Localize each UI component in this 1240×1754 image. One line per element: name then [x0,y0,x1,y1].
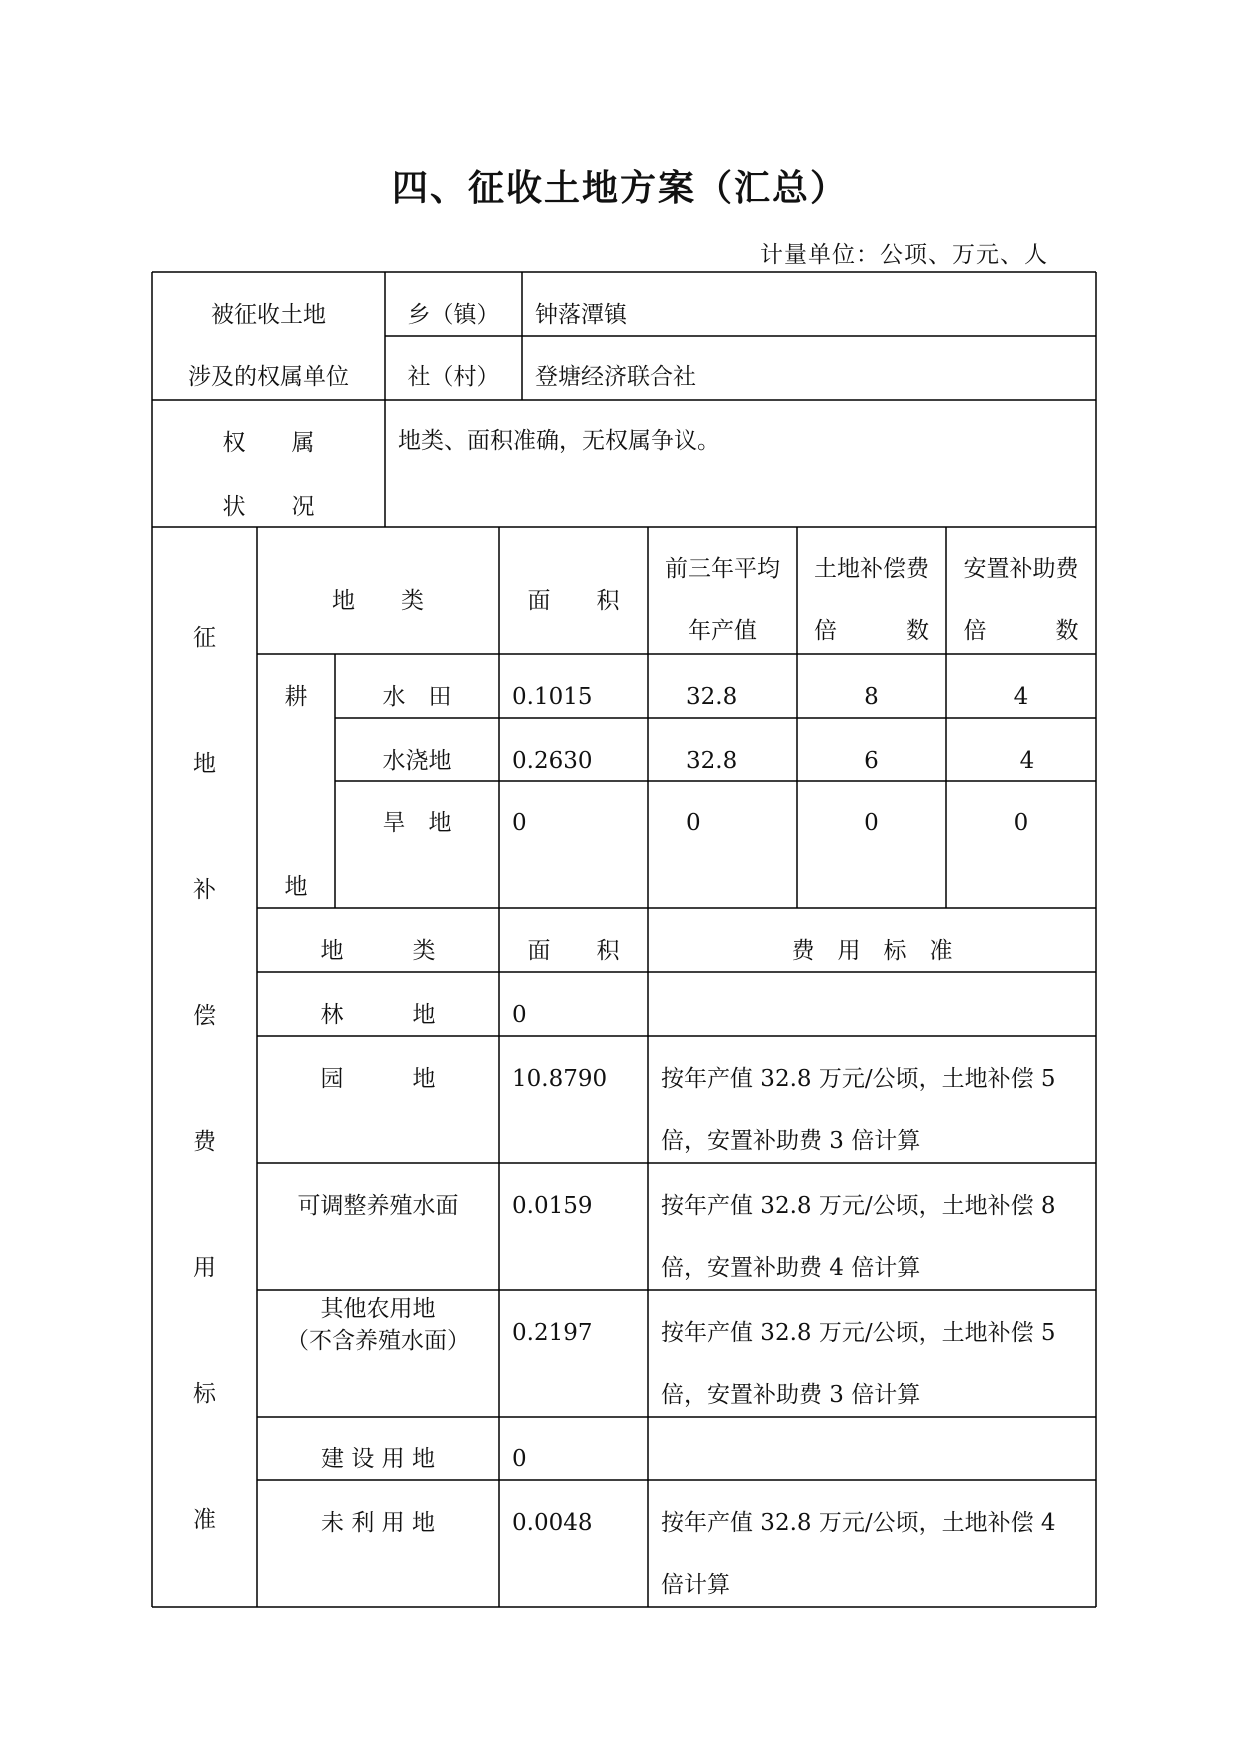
table-row-type: 可调整养殖水面 [297,1193,459,1219]
cultivated-header-avg-line1: 前三年平均 [665,556,780,582]
table-row-type: 其他农用地 [320,1296,436,1322]
ownership-label-line2: 涉及的权属单位 [188,364,349,390]
cultivated-header-land-type: 地 类 [332,588,424,614]
table-row-area: 0 [512,1002,527,1028]
side-label-char: 征 [193,625,216,651]
side-label-char: 准 [193,1507,216,1533]
unit-note: 计量单位：公项、万元、人 [760,242,1048,268]
table-row-standard-line2: 倍，安置补助费 3 倍计算 [661,1128,921,1154]
table-row-standard-line1: 按年产值 32.8 万元/公顷，土地补偿 5 [661,1066,1056,1092]
side-label-char: 偿 [193,1003,216,1029]
table-row-type: 林 地 [320,1002,436,1028]
table-row-resettle: 4 [1013,684,1029,710]
table-row-standard-line2: 倍计算 [661,1572,730,1598]
table-row-type: 未 利 用 地 [321,1510,435,1536]
others-header-area: 面 积 [527,938,620,964]
table-row-area: 10.8790 [512,1066,608,1092]
table-row-type-note: （不含养殖水面） [286,1328,470,1354]
table-row-comp: 6 [864,748,879,774]
table-row-standard-line2: 倍，安置补助费 3 倍计算 [661,1382,921,1408]
others-header-standard: 费 用 标 准 [791,938,953,964]
side-label-char: 地 [193,751,216,777]
side-label-char: 费 [193,1129,216,1155]
table-row-type: 水 田 [382,684,452,710]
table-row-avg: 32.8 [686,684,738,710]
table-row-resettle: 0 [1013,810,1029,836]
village-label: 社（村） [407,364,500,390]
table-row-avg: 0 [686,810,701,836]
table-row-area: 0.0159 [512,1193,593,1219]
table-row-resettle: 4 [1019,748,1035,774]
cultivated-header-comp-line1: 土地补偿费 [814,556,929,582]
others-header-land-type: 地 类 [320,938,436,964]
table-row-standard-line1: 按年产值 32.8 万元/公顷，土地补偿 8 [661,1193,1056,1219]
table-row-standard-line1: 按年产值 32.8 万元/公顷，土地补偿 5 [661,1320,1056,1346]
table-row-comp: 8 [864,684,879,710]
table-row-area: 0 [512,1446,527,1472]
side-label-char: 用 [193,1255,216,1281]
table-row-area: 0.0048 [512,1510,593,1536]
status-label-line2: 状 况 [222,494,315,520]
table-row-area: 0.1015 [512,684,593,710]
table-row-standard-line2: 倍，安置补助费 4 倍计算 [661,1255,921,1281]
town-label: 乡（镇） [407,302,500,328]
table-row-comp: 0 [864,810,879,836]
cultivated-header-resettle-line2: 倍 数 [963,618,1079,644]
cultivated-group-char-bottom: 地 [284,874,308,900]
cultivated-header-resettle-line1: 安置补助费 [963,556,1079,582]
status-text: 地类、面积准确，无权属争议。 [398,428,720,454]
side-label-char: 标 [193,1381,216,1407]
town-value: 钟落潭镇 [535,302,627,328]
cultivated-header-avg-line2: 年产值 [688,618,757,644]
page-title: 四、征收土地方案（汇总） [391,167,848,209]
table-row-area: 0.2630 [512,748,593,774]
table-row-standard-line1: 按年产值 32.8 万元/公顷，土地补偿 4 [661,1510,1056,1536]
side-label-char: 补 [193,877,216,903]
cultivated-group-char-top: 耕 [284,684,308,710]
village-value: 登塘经济联合社 [535,364,696,390]
status-label-line1: 权 属 [222,430,315,456]
table-row-type: 水浇地 [382,748,452,774]
table-row-area: 0.2197 [512,1320,593,1346]
ownership-label-line1: 被征收土地 [211,302,326,328]
table-row-type: 旱 地 [382,810,452,836]
table-row-type: 园 地 [320,1066,436,1092]
cultivated-header-area: 面 积 [527,588,620,614]
cultivated-header-comp-line2: 倍 数 [814,618,929,644]
table-row-type: 建 设 用 地 [321,1446,435,1472]
table-row-avg: 32.8 [686,748,738,774]
table-row-area: 0 [512,810,527,836]
